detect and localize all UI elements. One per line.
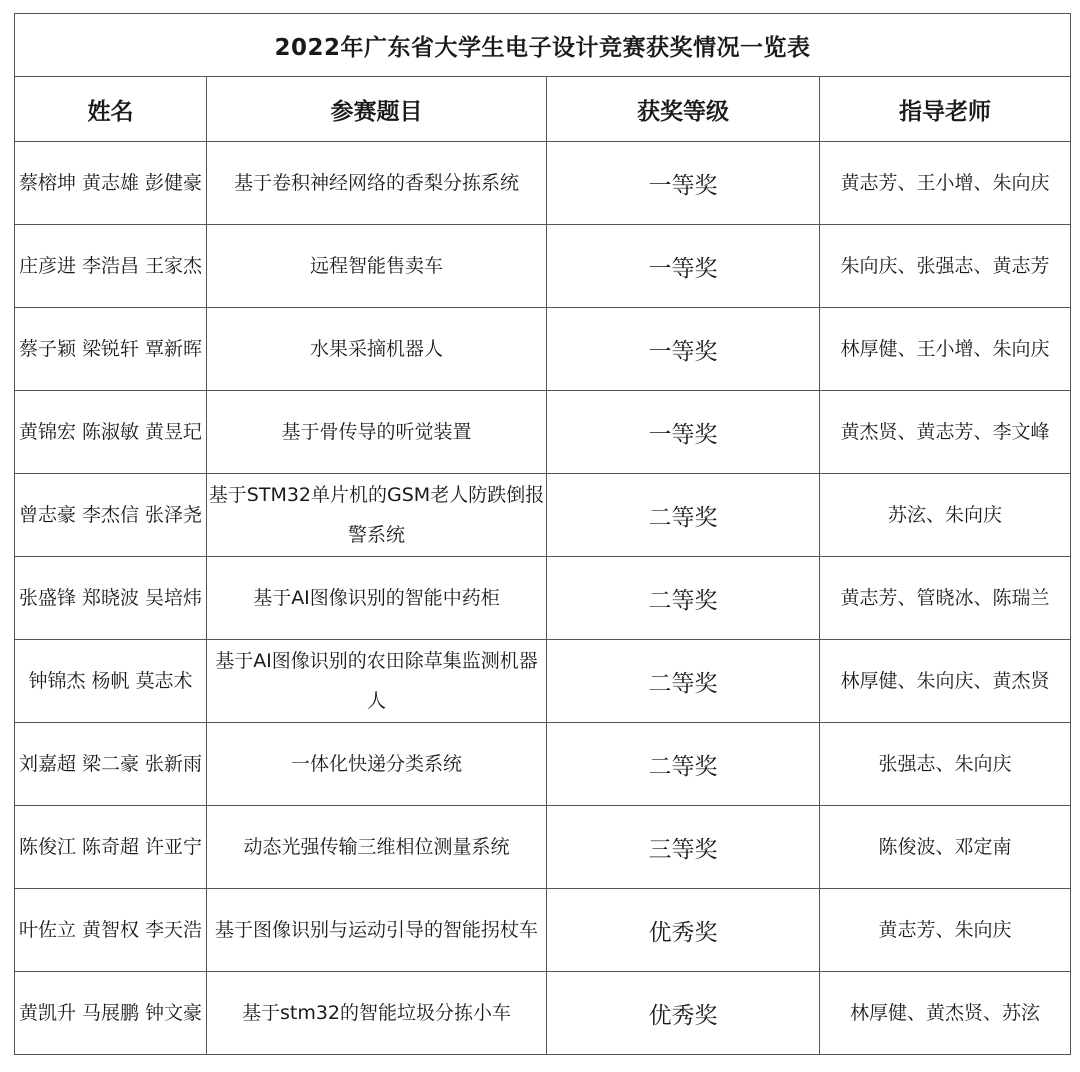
column-header-advisor: 指导老师 (820, 77, 1071, 142)
names-cell: 曾志豪 李杰信 张泽尧 (15, 474, 207, 557)
column-header-topic: 参赛题目 (207, 77, 547, 142)
topic-cell: 基于卷积神经网络的香梨分拣系统 (207, 142, 547, 225)
title-row (15, 14, 1071, 77)
names-cell: 蔡子颖 梁锐轩 覃新晖 (15, 308, 207, 391)
level-cell: 优秀奖 (547, 889, 820, 972)
table-row (15, 474, 1071, 557)
level-cell: 二等奖 (547, 640, 820, 723)
topic-cell: 基于骨传导的听觉装置 (207, 391, 547, 474)
advisors-cell: 张强志、朱向庆 (820, 723, 1071, 806)
column-header-level: 获奖等级 (547, 77, 820, 142)
level-cell: 一等奖 (547, 225, 820, 308)
topic-cell: 水果采摘机器人 (207, 308, 547, 391)
level-cell: 一等奖 (547, 391, 820, 474)
advisors-cell: 黄志芳、朱向庆 (820, 889, 1071, 972)
topic-cell: 基于STM32单片机的GSM老人防跌倒报警系统 (207, 474, 547, 557)
names-cell: 钟锦杰 杨帆 莫志术 (15, 640, 207, 723)
level-cell: 优秀奖 (547, 972, 820, 1055)
names-cell: 蔡榕坤 黄志雄 彭健豪 (15, 142, 207, 225)
table-row (15, 640, 1071, 723)
level-cell: 三等奖 (547, 806, 820, 889)
names-cell: 陈俊江 陈奇超 许亚宁 (15, 806, 207, 889)
table-row (15, 142, 1071, 225)
advisors-cell: 林厚健、黄杰贤、苏泫 (820, 972, 1071, 1055)
advisors-cell: 黄志芳、管晓冰、陈瑞兰 (820, 557, 1071, 640)
names-cell: 刘嘉超 梁二豪 张新雨 (15, 723, 207, 806)
topic-cell: 基于AI图像识别的农田除草集监测机器人 (207, 640, 547, 723)
advisors-cell: 苏泫、朱向庆 (820, 474, 1071, 557)
awards-table (14, 13, 1071, 1055)
topic-cell: 基于图像识别与运动引导的智能拐杖车 (207, 889, 547, 972)
names-cell: 庄彦进 李浩昌 王家杰 (15, 225, 207, 308)
table-row (15, 723, 1071, 806)
names-cell: 张盛锋 郑晓波 吴培炜 (15, 557, 207, 640)
topic-cell: 基于stm32的智能垃圾分拣小车 (207, 972, 547, 1055)
advisors-cell: 黄杰贤、黄志芳、李文峰 (820, 391, 1071, 474)
names-cell: 黄凯升 马展鹏 钟文豪 (15, 972, 207, 1055)
names-cell: 叶佐立 黄智权 李天浩 (15, 889, 207, 972)
advisors-cell: 陈俊波、邓定南 (820, 806, 1071, 889)
table-row (15, 889, 1071, 972)
topic-cell: 基于AI图像识别的智能中药柜 (207, 557, 547, 640)
table-row (15, 308, 1071, 391)
header-row (15, 77, 1071, 142)
level-cell: 一等奖 (547, 142, 820, 225)
award-sheet (14, 13, 1070, 1061)
column-header-name: 姓名 (15, 77, 207, 142)
level-cell: 二等奖 (547, 474, 820, 557)
names-cell: 黄锦宏 陈淑敏 黄昱玘 (15, 391, 207, 474)
table-row (15, 806, 1071, 889)
topic-cell: 动态光强传输三维相位测量系统 (207, 806, 547, 889)
table-row (15, 225, 1071, 308)
advisors-cell: 林厚健、王小增、朱向庆 (820, 308, 1071, 391)
level-cell: 一等奖 (547, 308, 820, 391)
table-title: 2022年广东省大学生电子设计竞赛获奖情况一览表 (15, 14, 1071, 77)
table-row (15, 557, 1071, 640)
topic-cell: 一体化快递分类系统 (207, 723, 547, 806)
advisors-cell: 林厚健、朱向庆、黄杰贤 (820, 640, 1071, 723)
level-cell: 二等奖 (547, 557, 820, 640)
advisors-cell: 黄志芳、王小增、朱向庆 (820, 142, 1071, 225)
topic-cell: 远程智能售卖车 (207, 225, 547, 308)
advisors-cell: 朱向庆、张强志、黄志芳 (820, 225, 1071, 308)
table-row (15, 972, 1071, 1055)
level-cell: 二等奖 (547, 723, 820, 806)
table-row (15, 391, 1071, 474)
